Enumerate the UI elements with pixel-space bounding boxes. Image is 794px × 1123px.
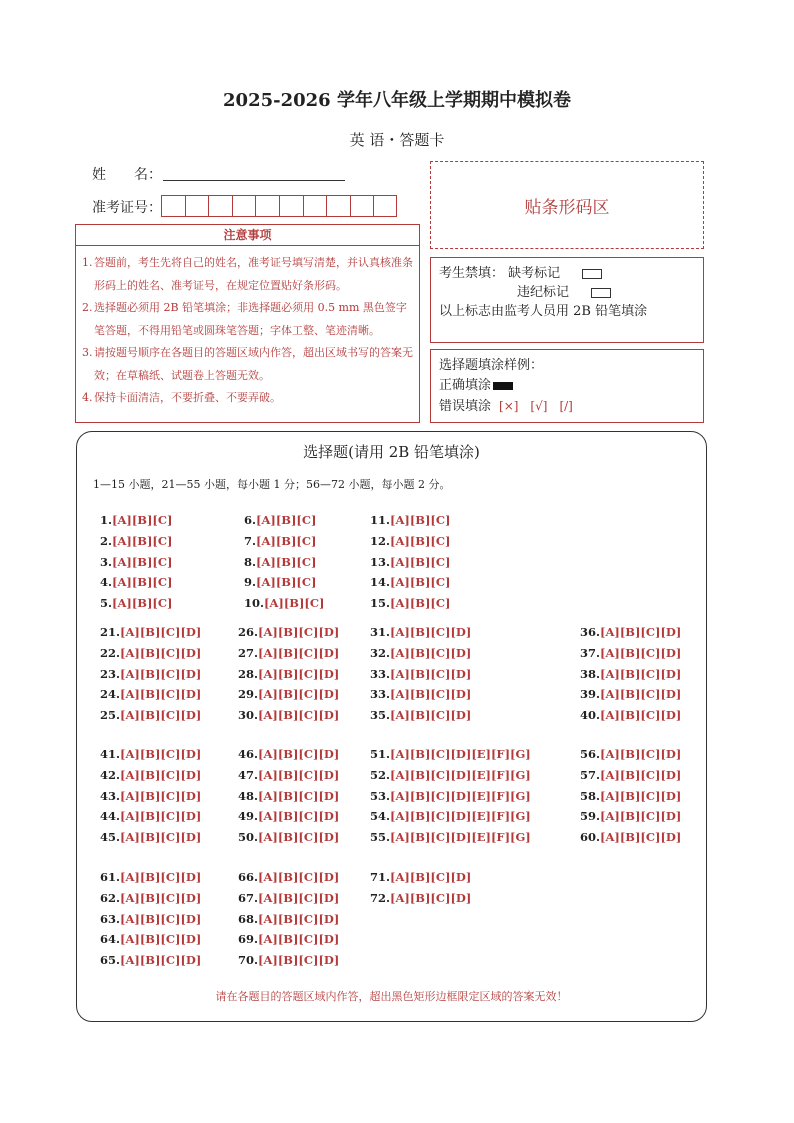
question-number: 61. [100, 870, 121, 884]
exam-id-digit-box[interactable] [373, 195, 397, 217]
exam-id-digit-box[interactable] [161, 195, 185, 217]
question-33 [370, 667, 471, 681]
section-title: 选择题(请用 2B 铅笔填涂) [303, 443, 480, 461]
answer-options[interactable]: [A][B][C][D] [258, 911, 340, 926]
question-60 [580, 830, 681, 844]
answer-options[interactable]: [A][B][C][D] [390, 625, 472, 639]
question-71 [370, 870, 471, 884]
question-number: 51. [370, 747, 391, 761]
correct-fill-label: 正确填涂 [439, 378, 492, 393]
question-number: 44. [100, 809, 121, 824]
question-number: 21. [100, 625, 121, 639]
question-5 [100, 596, 172, 610]
question-30 [238, 708, 339, 722]
answer-options[interactable]: [A][B][C][D][E][F][G] [390, 830, 531, 845]
question-25 [100, 708, 201, 722]
question-number: 54. [370, 809, 391, 824]
question-number: 31. [370, 625, 391, 639]
exam-id-digit-box[interactable] [208, 195, 232, 217]
question-54 [370, 809, 531, 823]
answer-options[interactable]: [A][B][C][D] [120, 830, 202, 845]
question-23 [100, 667, 201, 681]
question-48 [238, 789, 339, 803]
question-31 [370, 625, 471, 639]
forbidden-note: 以上标志由监考人员用 2B 铅笔填涂 [439, 304, 648, 319]
question-number: 7. [244, 533, 257, 548]
notice-item-text: 答题前，考生先将自己的姓名，准考证号填写清楚，并认真核准条形码上的姓名、准考证号，在规定位置贴好条形码。 [94, 256, 413, 292]
question-number: 23. [100, 666, 121, 681]
answer-options[interactable]: [A][B][C][D] [258, 625, 340, 639]
answer-options[interactable]: [A][B][C][D][E][F][G] [390, 809, 531, 824]
fill-example-box [430, 349, 704, 423]
question-number: 66. [238, 870, 259, 884]
question-number: 2. [100, 533, 113, 548]
answer-options[interactable]: [A][B][C][D] [258, 870, 340, 884]
question-number: 13. [370, 554, 391, 569]
question-14 [370, 575, 450, 589]
question-21 [100, 625, 201, 639]
question-number: 14. [370, 575, 391, 590]
answer-options[interactable]: [A][B][C] [256, 575, 317, 590]
question-number: 15. [370, 596, 391, 611]
answer-options[interactable]: [A][B][C][D][E][F][G] [390, 788, 531, 803]
name-label: 姓 名： [92, 167, 162, 183]
question-55 [370, 830, 531, 844]
question-49 [238, 809, 339, 823]
question-10 [244, 596, 324, 610]
answer-options[interactable]: [A][B][C] [112, 575, 173, 590]
question-64 [100, 932, 201, 946]
question-69 [238, 932, 339, 946]
page-subtitle: 英 语・答题卡 [349, 131, 445, 149]
answer-options[interactable]: [A][B][C][D] [120, 708, 202, 723]
question-number: 55. [370, 830, 391, 845]
question-50 [238, 830, 339, 844]
question-number: 3. [100, 554, 113, 569]
question-number: 5. [100, 596, 113, 611]
answer-options[interactable]: [A][B][C][D][E][F][G] [390, 767, 531, 782]
violation-mark-label: 违纪标记 [517, 285, 570, 300]
notice-item-number: 4. [82, 391, 93, 404]
answer-options[interactable]: [A][B][C][D] [258, 932, 340, 947]
answer-options[interactable]: [A][B][C][D] [600, 767, 682, 782]
exam-id-boxes[interactable] [161, 195, 397, 217]
question-38 [580, 667, 681, 681]
question-number: 33. [370, 666, 391, 681]
notice-item-number: 3. [82, 346, 93, 359]
question-12 [370, 534, 450, 548]
question-number: 9. [244, 575, 257, 590]
answer-options[interactable]: [A][B][C][D] [258, 890, 340, 905]
notice-body [75, 246, 420, 423]
answer-options[interactable]: [A][B][C][D] [600, 687, 682, 702]
question-43 [100, 789, 201, 803]
answer-options[interactable]: [A][B][C][D] [600, 625, 682, 639]
forbidden-fill-box [430, 257, 704, 343]
name-field[interactable] [163, 180, 345, 181]
answer-options[interactable]: [A][B][C][D] [390, 708, 472, 723]
question-number: 53. [370, 788, 391, 803]
question-36 [580, 625, 681, 639]
answer-options[interactable]: [A][B][C][D] [120, 666, 202, 681]
violation-mark-box[interactable] [591, 288, 611, 298]
question-number: 71. [370, 870, 391, 884]
answer-options[interactable]: [A][B][C] [390, 533, 451, 548]
question-68 [238, 912, 339, 926]
exam-id-digit-box[interactable] [350, 195, 374, 217]
question-number: 38. [580, 666, 601, 681]
question-41 [100, 747, 201, 761]
question-45 [100, 830, 201, 844]
answer-options[interactable]: [A][B][C][D] [258, 687, 340, 702]
question-63 [100, 912, 201, 926]
question-8 [244, 555, 316, 569]
answer-options[interactable]: [A][B][C][D] [258, 767, 340, 782]
question-53 [370, 789, 531, 803]
question-number: 62. [100, 890, 121, 905]
exam-id-label: 准考证号： [92, 200, 162, 216]
question-number: 49. [238, 809, 259, 824]
question-6 [244, 513, 316, 527]
question-number: 52. [370, 767, 391, 782]
question-52 [370, 768, 531, 782]
question-number: 36. [580, 625, 601, 639]
question-number: 65. [100, 953, 121, 968]
question-number: 6. [244, 513, 257, 527]
question-number: 30. [238, 708, 259, 723]
notice-item-text: 请按题号顺序在各题目的答题区域内作答，超出区域书写的答案无效；在草稿纸、试题卷上答题无效。 [94, 346, 413, 382]
question-22 [100, 646, 201, 660]
question-number: 1. [100, 513, 113, 527]
question-number: 32. [370, 645, 391, 660]
question-40 [580, 708, 681, 722]
answer-options[interactable]: [A][B][C] [112, 596, 173, 611]
question-57 [580, 768, 681, 782]
answer-options[interactable]: [A][B][C][D] [120, 932, 202, 947]
answer-options[interactable]: [A][B][C][D] [258, 830, 340, 845]
answer-options[interactable]: [A][B][C][D] [600, 747, 682, 761]
question-66 [238, 870, 339, 884]
answer-options[interactable]: [A][B][C] [256, 533, 317, 548]
answer-options[interactable]: [A][B][C][D] [120, 870, 202, 884]
answer-options[interactable]: [A][B][C][D] [120, 645, 202, 660]
question-7 [244, 534, 316, 548]
question-13 [370, 555, 450, 569]
question-39 [580, 687, 681, 701]
notice-item-text: 保持卡面清洁，不要折叠、不要弄破。 [94, 391, 281, 404]
notice-item-number: 1. [82, 256, 93, 269]
question-number: 70. [238, 953, 259, 968]
question-58 [580, 789, 681, 803]
question-9 [244, 575, 316, 589]
question-26 [238, 625, 339, 639]
question-59 [580, 809, 681, 823]
question-number: 69. [238, 932, 259, 947]
correct-fill-mark [493, 382, 513, 390]
question-number: 4. [100, 575, 113, 590]
exam-id-digit-box[interactable] [303, 195, 327, 217]
answer-options[interactable]: [A][B][C][D] [600, 809, 682, 824]
question-number: 33. [370, 687, 391, 702]
question-56 [580, 747, 681, 761]
exam-id-digit-box[interactable] [279, 195, 303, 217]
question-35 [370, 708, 471, 722]
question-62 [100, 891, 201, 905]
question-number: 40. [580, 708, 601, 723]
question-number: 12. [370, 533, 391, 548]
notice-heading: 注意事项 [75, 224, 420, 246]
notice-item [82, 387, 413, 410]
question-number: 63. [100, 911, 121, 926]
answer-options[interactable]: [A][B][C] [390, 575, 451, 590]
question-67 [238, 891, 339, 905]
question-number: 46. [238, 747, 259, 761]
question-42 [100, 768, 201, 782]
question-number: 47. [238, 767, 259, 782]
question-number: 42. [100, 767, 121, 782]
answer-options[interactable]: [A][B][C][D] [600, 645, 682, 660]
notice-item [82, 297, 413, 342]
answer-options[interactable]: [A][B][C][D] [258, 809, 340, 824]
answer-options[interactable]: [A][B][C][D] [258, 666, 340, 681]
question-33 [370, 687, 471, 701]
question-61 [100, 870, 201, 884]
answer-options[interactable]: [A][B][C][D] [120, 687, 202, 702]
question-65 [100, 953, 201, 967]
answer-options[interactable]: [A][B][C] [256, 554, 317, 569]
question-number: 43. [100, 788, 121, 803]
question-2 [100, 534, 172, 548]
wrong-fill-marks: [×] [√] [/] [499, 399, 573, 413]
question-27 [238, 646, 339, 660]
section-info: 1—15 小题，21—55 小题，每小题 1 分；56—72 小题，每小题 2 分。 [93, 478, 451, 491]
answer-options[interactable]: [A][B][C][D] [600, 830, 682, 845]
question-number: 26. [238, 625, 259, 639]
answer-options[interactable]: [A][B][C][D] [600, 788, 682, 803]
answer-options[interactable]: [A][B][C][D] [390, 870, 472, 884]
question-70 [238, 953, 339, 967]
page-title: 2025-2026 学年八年级上学期期中模拟卷 [223, 90, 571, 111]
question-number: 45. [100, 830, 121, 845]
answer-options[interactable]: [A][B][C][D] [390, 890, 472, 905]
notice-item-text: 选择题必须用 2B 铅笔填涂；非选择题必须用 0.5 mm 黑色签字笔答题，不得用铅笔或圆珠笔答题；字体工整、笔迹清晰。 [94, 301, 407, 337]
question-number: 72. [370, 890, 391, 905]
answer-options[interactable]: [A][B][C][D] [258, 747, 340, 761]
question-number: 35. [370, 708, 391, 723]
answer-options[interactable]: [A][B][C][D] [258, 708, 340, 723]
answer-options[interactable]: [A][B][C][D] [120, 809, 202, 824]
question-28 [238, 667, 339, 681]
question-number: 27. [238, 645, 259, 660]
question-number: 39. [580, 687, 601, 702]
question-number: 24. [100, 687, 121, 702]
question-number: 60. [580, 830, 601, 845]
question-11 [370, 513, 450, 527]
question-number: 10. [244, 596, 265, 611]
question-1 [100, 513, 172, 527]
answer-options[interactable]: [A][B][C][D] [390, 687, 472, 702]
answer-options[interactable]: [A][B][C][D] [600, 666, 682, 681]
answer-options[interactable]: [A][B][C] [112, 513, 173, 527]
exam-id-digit-box[interactable] [232, 195, 256, 217]
answer-options[interactable]: [A][B][C][D] [120, 911, 202, 926]
question-number: 50. [238, 830, 259, 845]
question-number: 41. [100, 747, 121, 761]
question-number: 58. [580, 788, 601, 803]
question-4 [100, 575, 172, 589]
fill-example-title: 选择题填涂样例： [439, 358, 544, 373]
question-24 [100, 687, 201, 701]
exam-id-digit-box[interactable] [255, 195, 279, 217]
answer-options[interactable]: [A][B][C] [264, 596, 325, 611]
answer-options[interactable]: [A][B][C][D] [258, 788, 340, 803]
answer-options[interactable]: [A][B][C][D] [390, 666, 472, 681]
answer-options[interactable]: [A][B][C][D] [258, 953, 340, 968]
question-number: 48. [238, 788, 259, 803]
question-44 [100, 809, 201, 823]
question-47 [238, 768, 339, 782]
answer-options[interactable]: [A][B][C] [390, 554, 451, 569]
question-number: 29. [238, 687, 259, 702]
absent-mark-label: 缺考标记 [508, 266, 561, 281]
question-3 [100, 555, 172, 569]
answer-options[interactable]: [A][B][C] [390, 513, 451, 527]
answer-options[interactable]: [A][B][C][D] [258, 645, 340, 660]
notice-item [82, 342, 413, 387]
question-number: 64. [100, 932, 121, 947]
answer-options[interactable]: [A][B][C] [256, 513, 317, 527]
question-72 [370, 891, 471, 905]
answer-options[interactable]: [A][B][C] [112, 533, 173, 548]
answer-options[interactable]: [A][B][C][D] [120, 747, 202, 761]
answer-options[interactable]: [A][B][C] [390, 596, 451, 611]
question-number: 25. [100, 708, 121, 723]
forbidden-label: 考生禁填： [439, 266, 505, 281]
answer-options[interactable]: [A][B][C][D] [120, 890, 202, 905]
question-number: 37. [580, 645, 601, 660]
question-number: 28. [238, 666, 259, 681]
wrong-fill-label: 错误填涂 [439, 399, 492, 414]
exam-id-digit-box[interactable] [326, 195, 350, 217]
section-footer: 请在各题目的答题区域内作答，超出黑色矩形边框限定区域的答案无效！ [215, 990, 568, 1003]
notice-item [82, 252, 413, 297]
barcode-area: 贴条形码区 [430, 161, 704, 249]
question-29 [238, 687, 339, 701]
answer-options[interactable]: [A][B][C][D] [120, 767, 202, 782]
question-51 [370, 747, 531, 761]
answer-options[interactable]: [A][B][C][D][E][F][G] [390, 747, 531, 761]
question-number: 68. [238, 911, 259, 926]
answer-options[interactable]: [A][B][C][D] [120, 788, 202, 803]
answer-options[interactable]: [A][B][C] [112, 554, 173, 569]
exam-id-digit-box[interactable] [185, 195, 209, 217]
answer-options[interactable]: [A][B][C][D] [120, 625, 202, 639]
absent-mark-box[interactable] [582, 269, 602, 279]
answer-options[interactable]: [A][B][C][D] [120, 953, 202, 968]
question-37 [580, 646, 681, 660]
answer-options[interactable]: [A][B][C][D] [390, 645, 472, 660]
question-number: 57. [580, 767, 601, 782]
question-number: 67. [238, 890, 259, 905]
question-number: 59. [580, 809, 601, 824]
question-number: 8. [244, 554, 257, 569]
question-15 [370, 596, 450, 610]
question-number: 56. [580, 747, 601, 761]
answer-options[interactable]: [A][B][C][D] [600, 708, 682, 723]
question-number: 11. [370, 513, 391, 527]
question-number: 22. [100, 645, 121, 660]
notice-item-number: 2. [82, 301, 93, 314]
question-32 [370, 646, 471, 660]
question-46 [238, 747, 339, 761]
